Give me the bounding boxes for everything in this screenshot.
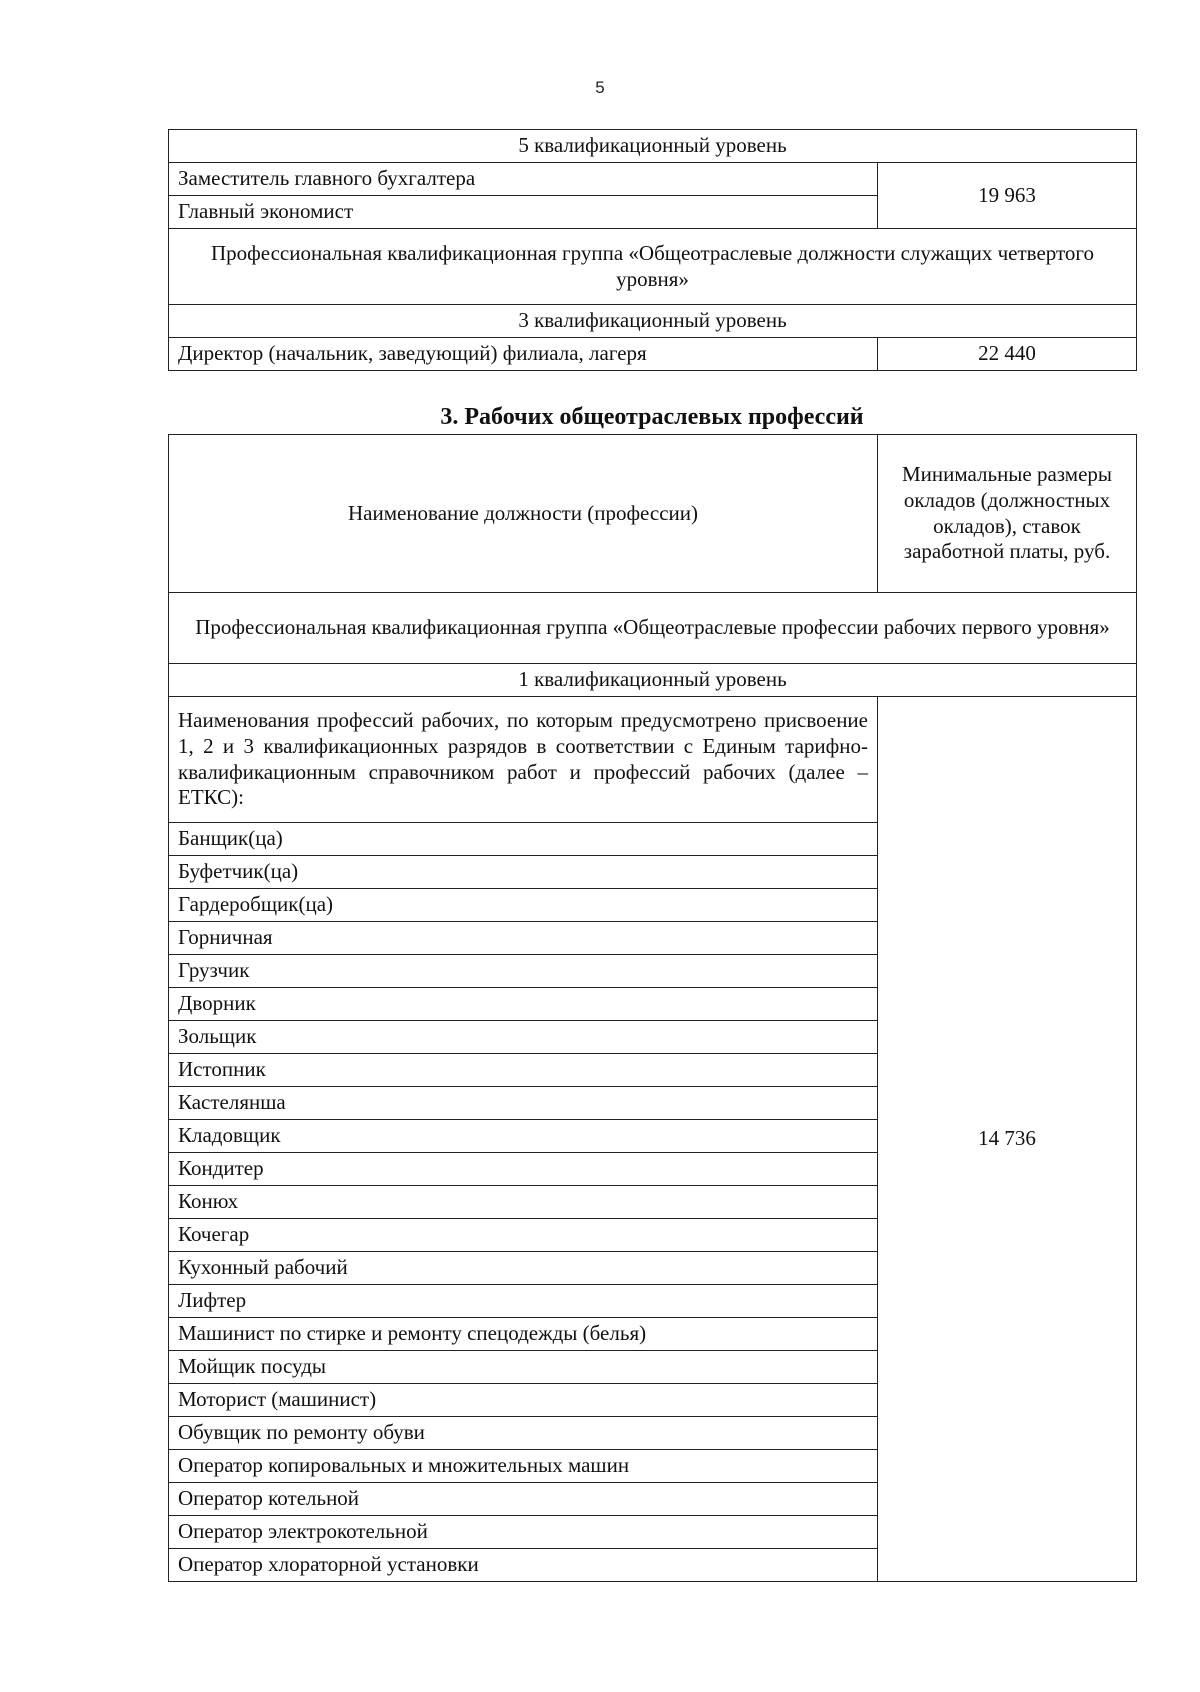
profession-name: Истопник [169, 1054, 878, 1087]
profession-name: Оператор электрокотельной [169, 1516, 878, 1549]
position-branch-director: Директор (начальник, заведующий) филиала, лагеря [169, 338, 878, 371]
qualification-level-1-heading: 1 квалификационный уровень [169, 664, 1137, 697]
salary-value-level-1: 14 736 [878, 697, 1137, 1582]
qualification-level-5-heading: 5 квалификационный уровень [169, 130, 1137, 163]
salary-table-continued [168, 129, 1137, 371]
qualification-group-1-heading: Профессиональная квалификационная группа «Общеотраслевые профессии рабочих первого уровня» [169, 593, 1137, 664]
profession-name: Конюх [169, 1186, 878, 1219]
profession-name: Банщик(ца) [169, 823, 878, 856]
column-header-position-name: Наименование должности (профессии) [169, 435, 878, 593]
profession-name: Буфетчик(ца) [169, 856, 878, 889]
page-number: 5 [595, 78, 605, 97]
profession-name: Оператор хлораторной установки [169, 1549, 878, 1582]
profession-name: Кладовщик [169, 1120, 878, 1153]
column-header-min-salary: Минимальные размеры окладов (должностных окладов), ставок заработной платы, руб. [878, 435, 1137, 593]
profession-name: Гардеробщик(ца) [169, 889, 878, 922]
profession-name: Горничная [169, 922, 878, 955]
profession-name: Лифтер [169, 1285, 878, 1318]
profession-name: Зольщик [169, 1021, 878, 1054]
profession-name: Кочегар [169, 1219, 878, 1252]
position-chief-economist: Главный экономист [169, 196, 878, 229]
profession-name: Грузчик [169, 955, 878, 988]
professions-intro-text: Наименования профессий рабочих, по которым предусмотрено присвоение 1, 2 и 3 квалификационных разрядов в соответствии с Единым тарифно-квалификационным справочником работ и профессий рабочих (далее – ЕТКС): [169, 697, 878, 823]
section-title: 3. Рабочих общеотраслевых профессий [440, 404, 864, 430]
profession-name: Дворник [169, 988, 878, 1021]
profession-name: Кастелянша [169, 1087, 878, 1120]
salary-value-level-5: 19 963 [878, 163, 1137, 229]
qualification-level-3-heading: 3 квалификационный уровень [169, 305, 1137, 338]
profession-name: Кондитер [169, 1153, 878, 1186]
qualification-group-4-heading: Профессиональная квалификационная группа «Общеотраслевые должности служащих четвертого уровня» [169, 229, 1137, 305]
profession-name: Оператор копировальных и множительных машин [169, 1450, 878, 1483]
profession-name: Кухонный рабочий [169, 1252, 878, 1285]
salary-value-director: 22 440 [878, 338, 1137, 371]
position-deputy-chief-accountant: Заместитель главного бухгалтера [169, 163, 878, 196]
profession-name: Мойщик посуды [169, 1351, 878, 1384]
profession-name: Обувщик по ремонту обуви [169, 1417, 878, 1450]
workers-salary-table [168, 434, 1137, 1582]
profession-name: Машинист по стирке и ремонту спецодежды (белья) [169, 1318, 878, 1351]
profession-name: Оператор котельной [169, 1483, 878, 1516]
profession-name: Моторист (машинист) [169, 1384, 878, 1417]
